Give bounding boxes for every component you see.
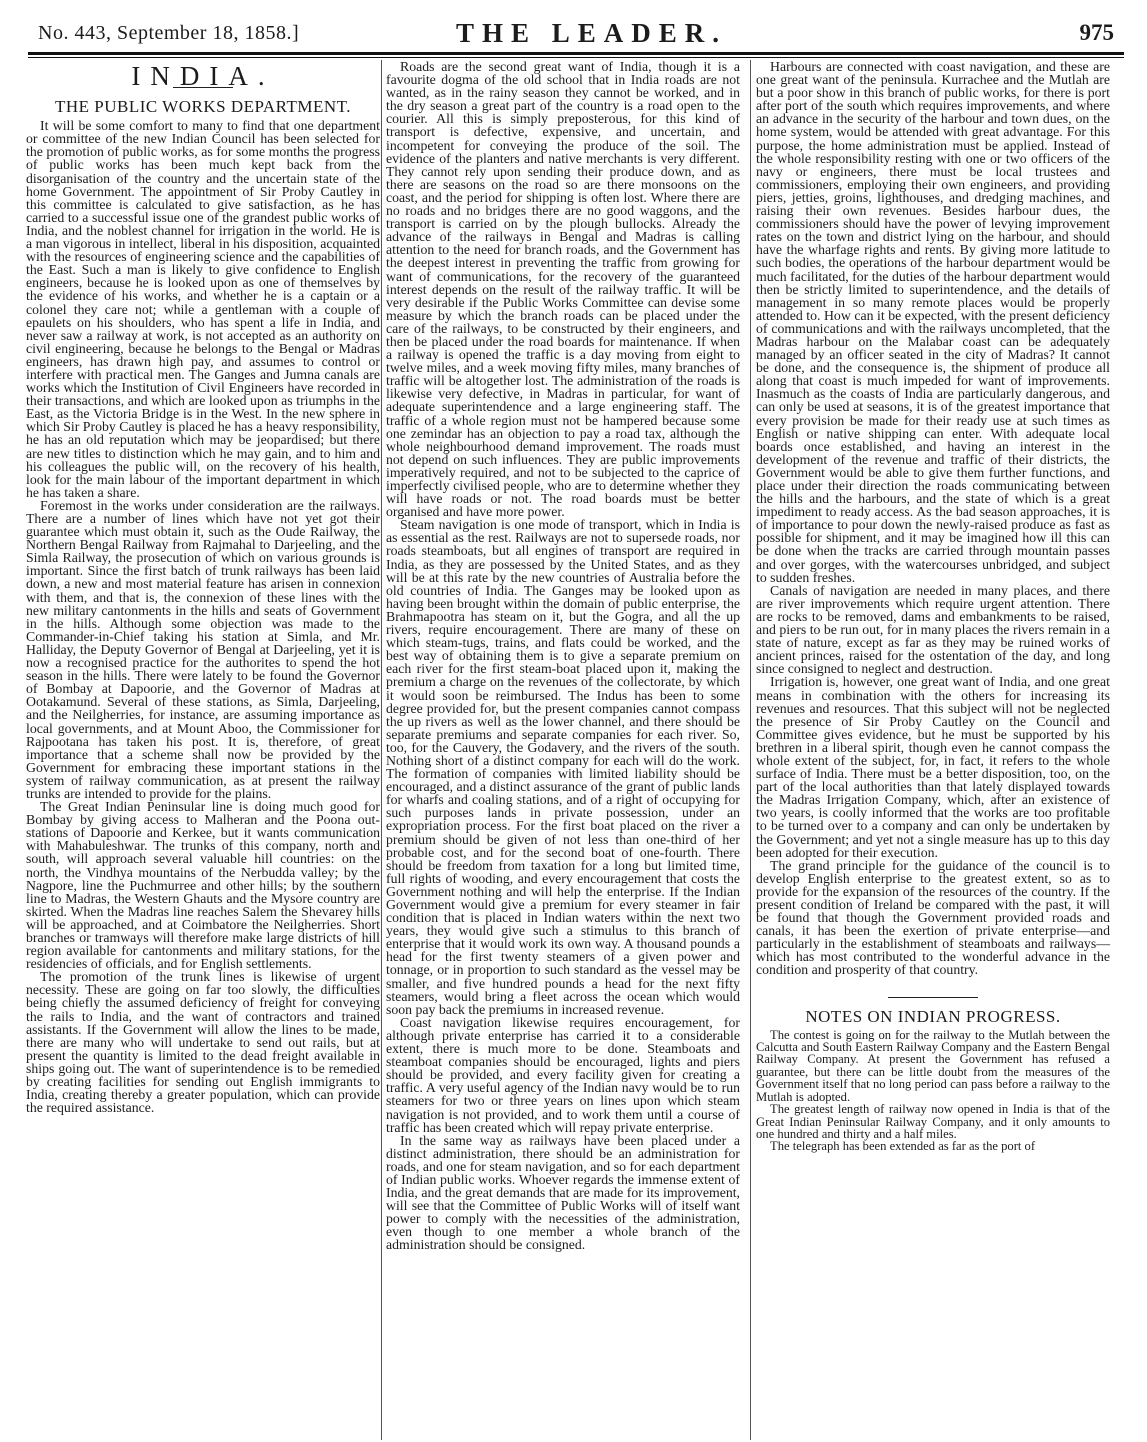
- section-heading-india: INDIA.: [131, 61, 275, 91]
- article-paragraph: Roads are the second great want of India, though it is a favourite dogma of the old school that in India roads are not wanted, as in the rainy season they cannot be worked, and in the dry season a great part of the country is a road open to the courier. All this is simply preposterous, for this kind of transport is defective, expensive, and uncertain, and incompetent for conveying the produce of the soil. The evidence of the planters and native merchants is very different. They cannot rely upon sending their produce down, and as there are seasons on the road so are there monsoons on the coast, and the period for shipping is often lost. Where there are no roads and no bridges there are no good waggons, and the transport is carried on by the plough bullocks. Already the advance of the railways in Bengal and Madras is calling attention to the need for branch roads, and the Government has the deepest interest in preventing the traffic from growing for want of communications, for the recovery of the guaranteed interest depends on the result of the railway traffic. It will be very desirable if the Public Works Committee can devise some measure by which the branch roads can be placed under the care of the railways, to be constructed by their engineers, and then be placed under the road boards for maintenance. If when a railway is opened the traffic is a day moving from eight to twelve miles, and a week moving fifty miles, many branches of traffic will be altogether lost. The administration of the roads is likewise very defective, in Madras in particular, for want of adequate superintendence and a large engineering staff. The traffic of a whole region must not be hampered because some one zemindar has an objection to pay a road tax, although the whole neighbourhood demand improvement. The roads must not depend on such influences. They are public improvements imperatively required, and not to be subjected to the caprice of imperfectly civilised people, who are to determine whether they will have roads or not. The road boards must be better organised and have more power.: [386, 59, 740, 520]
- article-paragraph: Coast navigation likewise requires encouragement, for although private enterprise has carried it to a considerable extent, there is much more to be done. Steamboats and steamboat companies should be encouraged, lights and piers should be provided, and every facility given for creating a traffic. A very useful agency of the Indian navy would be to run steamers for two or three years on lines upon which steam navigation is not provided, and to work them until a course of traffic has been created which will repay private enterprise.: [386, 1014, 740, 1135]
- masthead-rule-thin: [28, 57, 1124, 58]
- issue-line: No. 443, September 18, 1858.]: [38, 22, 300, 44]
- column-3: [756, 60, 1110, 1153]
- column-2: [386, 60, 740, 1252]
- article-paragraph: Steam navigation is one mode of transport, which in India is as essential as the rest. Railways are not to supersede roads, nor roads steamboats, but all engines of transport are required in India, as they are possessed by the United States, and as they will be at this rate by the new countries of Australia before the old countries of India. The Ganges may be looked upon as having been brought within the domain of public enterprise, the Brahmapootra has steam on it, but the Gogra, and all the up rivers, require encouragement. There are many of these on which steam-tugs, trains, and flats could be worked, and the best way of obtaining them is to give a separate premium on each river for the first steam-boat placed upon it, making the premium a charge on the revenues of the collectorate, by which it would soon be reimbursed. The Indus has been to some degree provided for, but the present companies cannot compass the up rivers as well as the lower channel, and there should be separate premiums and separate companies for each river. So, too, for the Cauvery, the Godavery, and the rivers of the south. Nothing short of a distinct company for each will do the work. The formation of companies with limited liability should be encouraged, and a distinct assurance of the grant of public lands for wharfs and coaling stations, and of a right of occupying for such purposes lands in private possession, under an expropriation process. For the first boat placed on the river a premium should be given of not less than one-third of her probable cost, and for the second boat of one-fourth. There should be freedom from taxation for a long but limited time, full rights of wooding, and every encouragement that costs the Government nothing and will help the enterprise. If the Indian Government would give a premium for every steamer in fair condition that is placed in Indian waters within the next two years, they would give such a stimulus to this branch of enterprise that it would work its own way. A thousand pounds a head for the first twenty steamers of a given power and tonnage, or in proportion to such standard as the vessel may be smaller, and five hundred pounds a head for the next fifty steamers, would bring a fleet across the ocean which would soon pay back the premiums in increased revenue.: [386, 517, 740, 1017]
- newspaper-title: THE LEADER.: [456, 18, 728, 48]
- article-paragraph: In the same way as railways have been placed under a distinct administration, there should be an administration for roads, and one for steam navigation, and so for each department of Indian public works. Whoever regards the immense extent of India, and the great demands that are made for its improvement, will see that the Committee of Public Works will of itself want power to comply with the necessities of the administration, even though to one member a whole branch of the administration should be consigned.: [386, 1132, 740, 1253]
- column-1: [26, 60, 380, 1114]
- column-divider: [381, 60, 382, 1440]
- article-paragraph: It will be some comfort to many to find that one department or committee of the new Indian Council has been selected for the promotion of public works, as for some months the progress of public works has been much kept back from the disorganisation of the country and the uncertain state of the home Government. The appointment of Sir Proby Cautley in this committee is calculated to give satisfaction, as he has carried to a successful issue one of the grandest public works of India, and the noblest channel for irrigation in the world. He is a man vigorous in intellect, liberal in his disposition, acquainted with the resources of engineering science and the capabilities of the East. Such a man is likely to give confidence to English engineers, because he is looked upon as one of themselves by the evidence of his works, and whether he is a captain or a colonel they care not; while a gentleman with a couple of epaulets on his shoulders, who has spent a life in India, and never saw a railway at work, is not accepted as an authority on civil engineering, because he belongs to the Bengal or Madras engineers, has drawn high pay, and assumes to control or interfere with practical men. The Ganges and Jumna canals are works which the Institution of Civil Engineers have recorded in their transactions, and which are looked upon as triumphs in the East, as the Victoria Bridge is in the West. In the new sphere in which Sir Proby Cautley is placed he has a heavy responsibility, he has an old reputation which may be jeopardised; but there are new titles to distinction which he may gain, and to him and his colleagues the public will, on the recovery of his health, look for the main labour of the important department in which he has taken a share.: [26, 118, 380, 500]
- article-paragraph: The grand principle for the guidance of the council is to develop English enterprise to the greatest extent, so as to provide for the expansion of the resources of the country. If the present condition of Ireland be compared with the past, it will be found that though the Government provided roads and canals, it has been the exertion of private enterprise—and particularly in the establishment of steamboats and railways—which has most contributed to the wonderful advance in the condition and prosperity of that country.: [756, 857, 1110, 978]
- article-heading-notes: NOTES ON INDIAN PROGRESS.: [805, 1006, 1061, 1026]
- column-divider: [750, 60, 751, 1440]
- article-heading-public-works: THE PUBLIC WORKS DEPARTMENT.: [54, 97, 352, 117]
- article-paragraph: The promotion of the trunk lines is likewise of urgent necessity. These are going on far too slowly, the difficulties being chiefly the assumed deficiency of freight for conveying the rails to India, and the want of contractors and trained assistants. If the Government will allow the lines to be made, there are many who will undertake to send out rails, but at present the quantity is limited to the dead freight available in ships going out. The want of superintendence is to be remedied by creating facilities for sending out English immigrants to India, creating thereby a greater population, which can provide the required assistance.: [26, 969, 380, 1116]
- article-paragraph: Canals of navigation are needed in many places, and there are river improvements which require urgent attention. There are rocks to be removed, dams and embankments to be raised, and piers to be run out, for in many places the rivers remain in a state of nature, except as far as they may be ruined works of ancient princes, raised for the ostentation of the day, and long since consigned to neglect and destruction.: [756, 582, 1110, 677]
- section-rule: [888, 997, 978, 998]
- article-paragraph: The Great Indian Peninsular line is doing much good for Bombay by giving access to Malheran and the Poona out-stations of Dapoorie and Kerkee, but it wants communication with Mahabuleshwar. The trunks of this company, north and south, will approach several valuable hill countries: on the north, the Vindhya mountains of the Nerbudda valley; by the Nagpore, line the Puchmurree and other hills; by the southern line to Madras, the Western Ghauts and the Mysore country are skirted. When the Madras line reaches Salem the Shevarey hills will be approached, and at Coimbatore the Neilgherries. Short branches or tramways will therefore make large districts of hill region available for cantonments and military stations, for the residencies of officials, and for English settlements.: [26, 799, 380, 972]
- article-paragraph: Irrigation is, however, one great want of India, and one great means in combination with the others for increasing its revenues and resources. That this subject will not be neglected the presence of Sir Proby Cautley on the Council and Committee gives evidence, but he must be supported by his brethren in a liberal spirit, though even he cannot compass the whole extent of the subject, for, in fact, it refers to the whole surface of India. There must be a better disposition, too, on the part of the local authorities than that lately displayed towards the Madras Irrigation Company, which, after an existence of two years, is coolly informed that the works are too profitable to be turned over to a company and can only be undertaken by the Government; and yet not a single measure has up to this day been adopted for their execution.: [756, 674, 1110, 860]
- notes-paragraph: The contest is going on for the railway to the Mutlah between the Calcutta and South Eastern Railway Company and the Eastern Bengal Railway Company. At present the Government has refused a guarantee, but there can be little doubt from the measures of the Government itself that no long period can pass before a railway to the Mutlah is adopted.: [756, 1027, 1110, 1104]
- notes-paragraph: The telegraph has been extended as far as the port of: [770, 1139, 1036, 1154]
- masthead-rule-thick: [28, 52, 1124, 55]
- notes-paragraph: The greatest length of railway now opened in India is that of the Great Indian Peninsular Railway Company, and it only amounts to one hundred and thirty and a half miles.: [756, 1102, 1110, 1141]
- page-number: 975: [1079, 20, 1114, 45]
- article-paragraph: Harbours are connected with coast navigation, and these are one great want of the peninsula. Kurrachee and the Mutlah are but a poor show in this branch of public works, for there is port after port of the south which requires improvements, and where an advance in the security of the harbour and town dues, on the home system, would be attended with great advantage. For this purpose, the home administration must be applied. Instead of the whole responsibility resting with one or two officers of the navy or engineers, there must be local trustees and commissioners, employing their own engineers, and providing piers, jetties, groins, lighthouses, and dredging machines, and raising their own revenues. Besides harbour dues, the commissioners should have the power of levying improvement rates on the town and district lying on the harbour, and should have the wharfage rights and rents. By giving more latitude to such bodies, the operations of the harbour department would be much facilitated, for the duties of the harbour department would then be strictly limited to superintendence, and the details of management in so many remote places would be properly attended to. How can it be expected, with the present deficiency of communications and with the railways uncompleted, that the Madras harbour on the Malabar coast can be adequately managed by an officer seated in the city of Madras? It cannot be done, and the consequence is, the shipment of produce all along that coast is much impeded for want of improvements. Inasmuch as the coasts of India are particularly dangerous, and can only be used at seasons, it is of the greatest importance that every provision be made for their ready use at such times as English or native shipping can enter. With adequate local boards once established, and having an interest in the development of the revenue and traffic of their districts, the Government would be able to give them further functions, and place under their direction the roads communicating between the hills and the harbours, and the state of which is a great impediment to ready access. As the bad season approaches, it is of importance to pour down the newly-raised produce as fast as possible for shipment, and it may be imagined how ill this can be done when the tracks are carried through mountain passes and over gorges, with the watercourses unbridged, and subject to sudden freshes.: [756, 59, 1111, 585]
- article-paragraph: Foremost in the works under consideration are the railways. There are a number of lines which have not yet got their guarantee which must obtain it, such as the Oude Railway, the Northern Bengal Railway from Rajmahal to Darjeeling, and the Simla Railway, the prosecution of which on various grounds is important. Since the first batch of trunk railways has been laid down, a new and most material feature has arisen in connexion with them, and that is, the connexion of these lines with the new military cantonments in the hills and seats of Government in the hills. Although some objection was made to the Commander-in-Chief taking his station at Simla, and Mr. Halliday, the Deputy Governor of Bengal at Darjeeling, yet it is now a recognised practice for the authorites to spend the hot season in the hills. There were lately to be found the Governor of Bombay at Dapoorie, and the Governor of Madras at Ootakamund. Several of these stations, as Simla, Darjeeling, and the Neilgherries, for instance, are assuming importance as local governments, and at Mount Aboo, the Commissioner for Rajpootana has taken his post. It is, therefore, of great importance that a scheme shall now be provided by the Government for embracing these important stations in the system of railway communication, as at present the railway trunks are intended to provide for the plains.: [26, 497, 380, 801]
